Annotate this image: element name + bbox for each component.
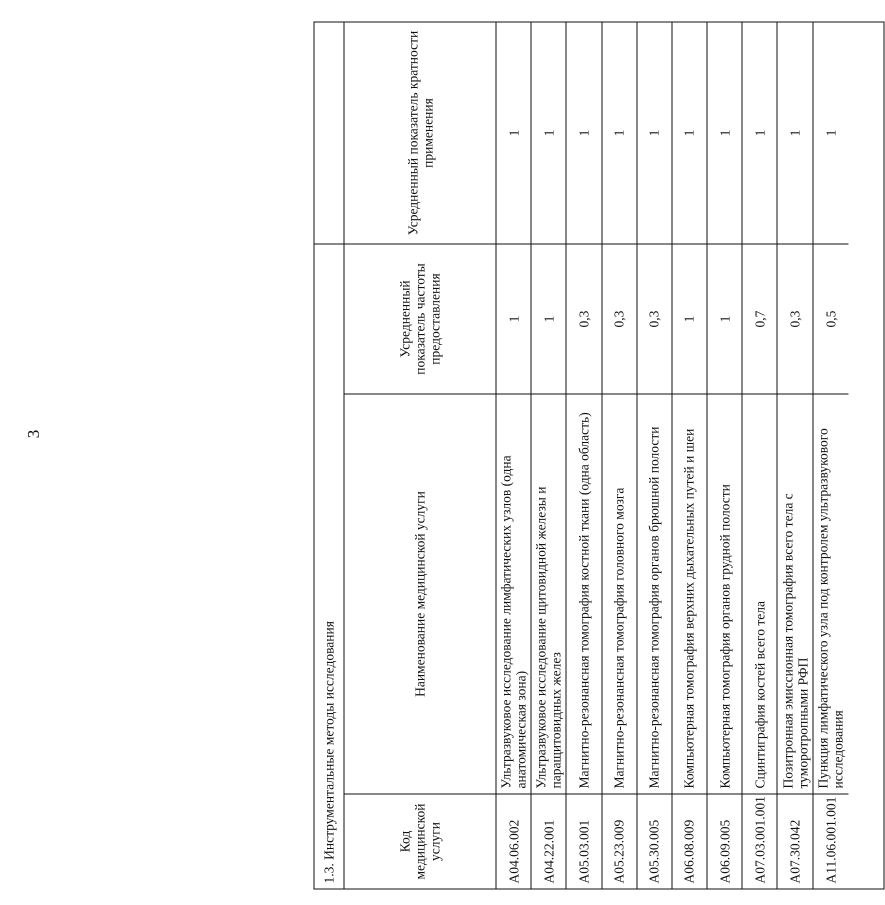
row-name: Магнитно-резонансная томография головного мозга: [602, 394, 637, 794]
row-multiplicity: 1: [743, 23, 778, 244]
row-code: A05.03.001: [567, 794, 602, 889]
row-code: A05.30.005: [637, 794, 672, 889]
row-code: A06.09.005: [708, 794, 743, 889]
row-multiplicity: 1: [637, 23, 672, 244]
row-name: Магнитно-резонансная томография органов брюшной полости: [637, 394, 672, 794]
row-multiplicity: 1: [567, 23, 602, 244]
row-frequency: 0,3: [637, 244, 672, 394]
header-multiplicity: Усредненный показатель кратности применения: [345, 23, 497, 244]
row-name: Компьютерная томография органов грудной полости: [708, 394, 743, 794]
row-multiplicity: 1: [602, 23, 637, 244]
services-table: [314, 22, 885, 890]
row-code: A07.30.042: [778, 794, 813, 889]
row-frequency: 0,3: [567, 244, 602, 394]
row-multiplicity: 1: [672, 23, 707, 244]
row-name: Ультразвуковое исследование щитовидной железы и паращитовидных желез: [532, 394, 567, 794]
section-title: 1.3. Инструментальные методы исследования: [315, 244, 345, 889]
row-frequency: 1: [708, 244, 743, 394]
header-name: Наименование медицинской услуги: [345, 394, 497, 794]
row-frequency: 0,3: [602, 244, 637, 394]
page-number: 3: [24, 429, 43, 439]
row-code: A04.22.001: [532, 794, 567, 889]
header-code: Код медицинской услуги: [345, 794, 497, 889]
row-name: Позитронная эмиссионная томография всего тела с туморотропными РФП: [778, 394, 813, 794]
row-frequency: 1: [497, 244, 532, 394]
row-frequency: 0,5: [813, 244, 848, 394]
row-frequency: 0,7: [743, 244, 778, 394]
row-name: Магнитно-резонансная томография костной ткани (одна область): [567, 394, 602, 794]
row-code: A07.03.001.001: [743, 794, 778, 889]
row-name: Ультразвуковое исследование лимфатических узлов (одна анатомическая зона): [497, 394, 532, 794]
row-code: A04.06.002: [497, 794, 532, 889]
row-name: Пункция лимфатического узла под контролем ультразвукового исследования: [813, 394, 848, 794]
row-multiplicity: 1: [778, 23, 813, 244]
header-frequency: Усредненный показатель частоты предоставления: [345, 244, 497, 394]
row-frequency: 0,3: [778, 244, 813, 394]
row-multiplicity: 1: [532, 23, 567, 244]
row-name: Сцинтиграфия костей всего тела: [743, 394, 778, 794]
row-name: Компьютерная томография верхних дыхательных путей и шеи: [672, 394, 707, 794]
section-title-filler: [315, 23, 345, 244]
row-multiplicity: 1: [497, 23, 532, 244]
row-frequency: 1: [672, 244, 707, 394]
row-code: A06.08.009: [672, 794, 707, 889]
row-multiplicity: 1: [823, 129, 839, 137]
row-code: A05.23.009: [602, 794, 637, 889]
row-code: A11.06.001.001: [813, 794, 848, 889]
row-multiplicity: 1: [708, 23, 743, 244]
row-frequency: 1: [532, 244, 567, 394]
